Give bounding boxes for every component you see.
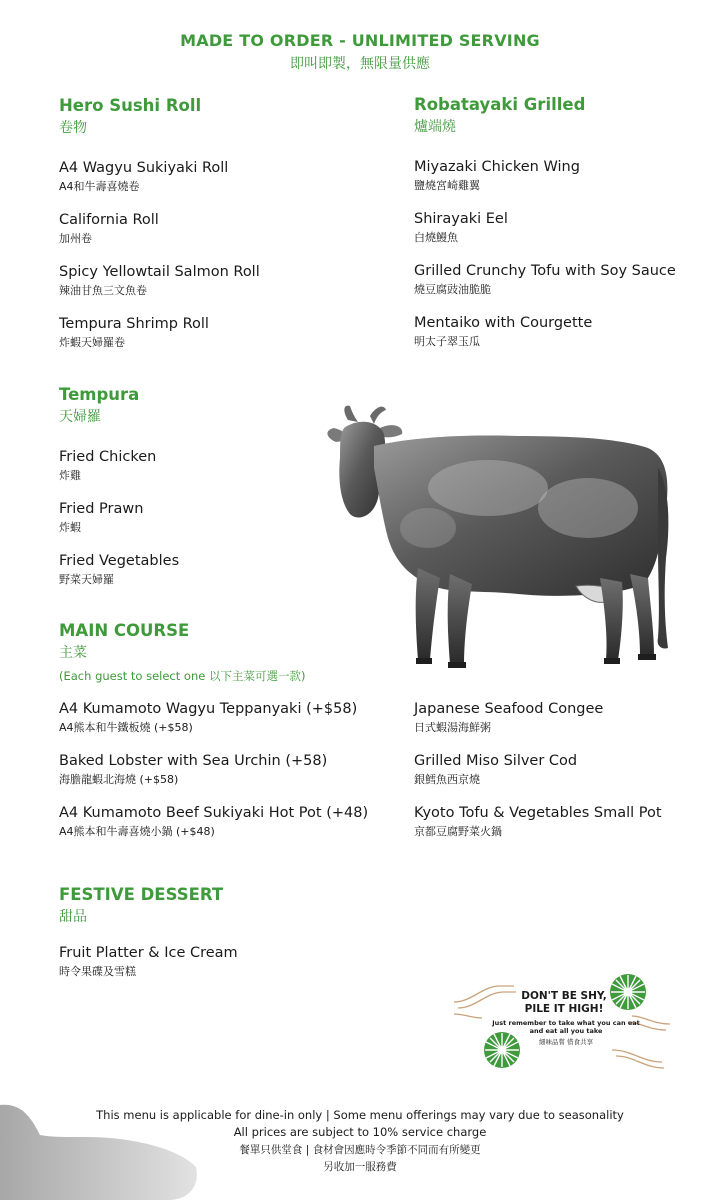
footer-line-3: 餐單只供堂食 | 食材會因應時令季節不同而有所變更 (239, 1144, 481, 1156)
footer-line-1: This menu is applicable for dine-in only | Some menu offerings may vary due to seasonality (96, 1108, 624, 1122)
menu-item-name: Grilled Crunchy Tofu with Soy Sauce (414, 263, 676, 279)
menu-item (59, 448, 179, 483)
section-hero-sushi (59, 96, 260, 350)
menu-item-name-zh: 白燒鰻魚 (414, 231, 458, 244)
menu-item (414, 804, 662, 839)
menu-item (59, 804, 368, 839)
menu-item-name: Baked Lobster with Sea Urchin (+58) (59, 753, 328, 769)
menu-item-name-zh: 炸蝦天婦羅卷 (59, 336, 125, 349)
menu-item (414, 262, 676, 297)
menu-item (59, 159, 260, 194)
section-title-zh: 卷物 (59, 120, 87, 136)
menu-item-name: A4 Kumamoto Beef Sukiyaki Hot Pot (+48) (59, 805, 369, 821)
menu-item-name: A4 Kumamoto Wagyu Teppanyaki (+$58) (59, 701, 358, 717)
menu-item (59, 500, 179, 535)
section-title: FESTIVE DESSERT (59, 885, 224, 904)
section-title: Robatayaki Grilled (414, 95, 586, 114)
badge-headline-2: PILE IT HIGH! (524, 1003, 604, 1015)
menu-item-name-zh: 燒豆腐豉油脆脆 (414, 283, 491, 296)
menu-item-name-zh: 時令果碟及雪糕 (59, 965, 136, 978)
chrysanthemum-icon (482, 1030, 522, 1070)
menu-item (59, 752, 368, 787)
cow-illustration (318, 398, 680, 680)
menu-item (414, 210, 676, 245)
menu-item-name: Tempura Shrimp Roll (59, 316, 209, 332)
badge-headline-1: DON'T BE SHY, (521, 990, 607, 1002)
section-title-zh: 主菜 (59, 645, 87, 661)
menu-item-name: Fried Prawn (59, 501, 144, 517)
menu-item-name: California Roll (59, 212, 159, 228)
section-tempura (59, 385, 179, 587)
menu-item-name-zh: 海膽龍蝦北海燒 (+$58) (59, 773, 179, 786)
section-title-zh: 爐端燒 (414, 119, 456, 135)
menu-item (59, 944, 238, 979)
menu-item (414, 700, 662, 735)
menu-item-name-zh: 野菜天婦羅 (59, 573, 114, 586)
menu-item-name: Fried Chicken (59, 449, 157, 465)
menu-item (59, 315, 260, 350)
menu-item (59, 700, 368, 735)
menu-item-name-zh: 炸雞 (59, 469, 81, 482)
menu-item-name: Fried Vegetables (59, 553, 180, 569)
section-title: MAIN COURSE (59, 621, 190, 640)
menu-item-name: Shirayaki Eel (414, 211, 508, 227)
badge-tagline-1: Just remember to take what you can eat (492, 1019, 640, 1027)
section-main-course (59, 621, 305, 684)
main-course-right-column (414, 685, 662, 839)
menu-item (414, 752, 662, 787)
promo-badge (452, 972, 672, 1072)
menu-item-name-zh: 銀鱈魚西京燒 (414, 773, 480, 786)
footer-line-4: 另收加一服務費 (323, 1161, 397, 1173)
menu-item-name: Grilled Miso Silver Cod (414, 753, 578, 769)
menu-item-name: Fruit Platter & Ice Cream (59, 945, 238, 961)
menu-item-name-zh: A4和牛壽喜燒卷 (59, 180, 140, 193)
menu-item-name-zh: 炸蝦 (59, 521, 81, 534)
menu-title: MADE TO ORDER - UNLIMITED SERVING (180, 31, 540, 50)
menu-item-name-zh: 京都豆腐野菜火鍋 (414, 825, 502, 838)
section-robatayaki (414, 95, 676, 349)
menu-item-name-zh: 日式蝦湯海鮮粥 (414, 721, 491, 734)
menu-item-name-zh: 明太子翠玉瓜 (414, 335, 480, 348)
section-note: (Each guest to select one 以下主菜可選一款) (59, 669, 306, 683)
menu-item-name: Mentaiko with Courgette (414, 315, 593, 331)
menu-item (414, 158, 676, 193)
menu-item-name-zh: 鹽燒宮崎雞翼 (414, 179, 480, 192)
section-title-zh: 天婦羅 (59, 409, 101, 425)
menu-item-name: Miyazaki Chicken Wing (414, 159, 580, 175)
menu-item-name-zh: 加州卷 (59, 232, 92, 245)
menu-item-name-zh: A4熊本和牛鐵板燒 (+$58) (59, 721, 193, 734)
menu-item-name-zh: A4熊本和牛壽喜燒小鍋 (+$48) (59, 825, 215, 838)
menu-item (59, 211, 260, 246)
menu-item-name: Kyoto Tofu & Vegetables Small Pot (414, 805, 662, 821)
menu-item-name: A4 Wagyu Sukiyaki Roll (59, 160, 229, 176)
section-dessert (59, 885, 238, 979)
section-title: Tempura (59, 385, 140, 404)
menu-item (414, 314, 676, 349)
section-title-zh: 甜品 (59, 909, 87, 925)
badge-zh: 細味品嘗 惜食共享 (538, 1038, 594, 1046)
footer-line-2: All prices are subject to 10% service charge (233, 1125, 487, 1139)
menu-item (59, 552, 179, 587)
menu-item-name: Japanese Seafood Congee (414, 701, 604, 717)
menu-item-name: Spicy Yellowtail Salmon Roll (59, 264, 260, 280)
menu-subtitle: 即叫即製，無限量供應 (290, 56, 430, 72)
badge-tagline-2: and eat all you take (529, 1027, 603, 1035)
menu-item (59, 263, 260, 298)
section-title: Hero Sushi Roll (59, 96, 202, 115)
main-course-left-column (59, 685, 368, 839)
menu-item-name-zh: 辣油甘魚三文魚卷 (59, 284, 147, 297)
